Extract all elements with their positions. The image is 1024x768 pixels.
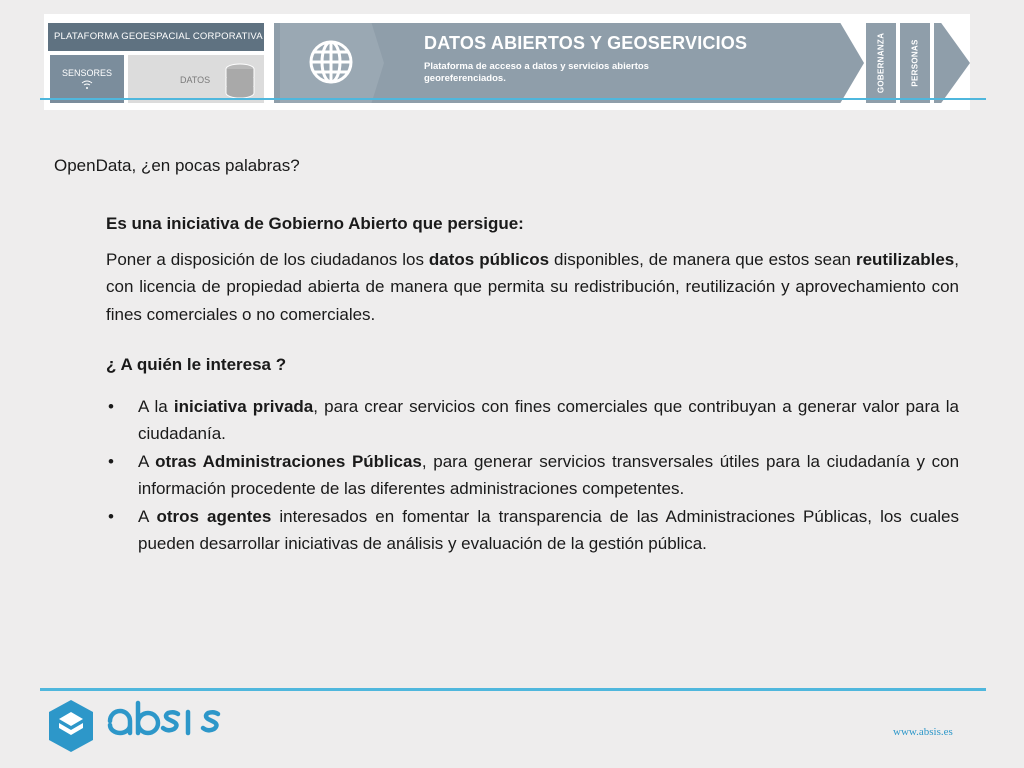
sensors-tile[interactable] <box>50 55 124 103</box>
bullet-icon: • <box>108 506 114 526</box>
platform-block <box>48 23 264 103</box>
initiative-paragraph <box>106 246 959 329</box>
next-arrow[interactable] <box>934 23 970 103</box>
bullet-icon: • <box>108 451 114 471</box>
list-item <box>106 503 959 558</box>
tab-people-label: PERSONAS <box>910 39 920 87</box>
platform-title: PLATAFORMA GEOESPACIAL CORPORATIVA <box>48 23 264 51</box>
data-tile[interactable] <box>128 55 264 103</box>
audience-question: ¿ A quién le interesa ? <box>106 355 287 374</box>
para-bold-2: reutilizables <box>855 249 955 269</box>
hexagon-logo-icon <box>46 698 96 759</box>
data-label: DATOS <box>180 75 211 85</box>
para-text-2: disponibles, de manera que estos sean <box>549 249 856 269</box>
header-divider <box>40 98 986 100</box>
wifi-icon <box>50 80 124 93</box>
bullet-text-pre: A <box>138 451 156 471</box>
tab-people[interactable] <box>900 23 930 103</box>
bullet-text-bold: iniciativa privada <box>173 396 314 416</box>
list-item <box>106 393 959 448</box>
list-item <box>106 448 959 503</box>
tab-governance-label: GOBERNANZA <box>876 32 886 94</box>
footer-divider <box>40 688 986 691</box>
banner-title: DATOS ABIERTOS Y GEOSERVICIOS <box>424 33 748 53</box>
sensors-label: SENSORES <box>61 68 112 78</box>
banner-subtitle: Plataforma de acceso a datos y servicios abiertos georeferenciados. <box>424 61 649 84</box>
globe-tile <box>280 23 384 103</box>
bullet-text-pre: A la <box>138 396 174 416</box>
tab-governance[interactable] <box>866 23 896 103</box>
section-title: OpenData, ¿en pocas palabras? <box>54 156 300 175</box>
para-bold-1: datos públicos <box>428 249 550 269</box>
brand-name <box>106 699 224 749</box>
website-link[interactable]: www.absis.es <box>893 726 953 738</box>
globe-icon <box>308 39 354 90</box>
bullet-text-bold: otros agentes <box>156 506 272 526</box>
bullet-text-post: interesados en fomentar la transparencia de las Administraciones Públicas, los cuales pueden desarrollar iniciativas de análisis y evaluación de la gestión pública. <box>138 506 960 553</box>
bullet-text-bold: otras Administraciones Públicas <box>155 451 422 471</box>
audience-list <box>106 393 959 558</box>
header-banner <box>44 14 970 110</box>
bullet-text-pre: A <box>138 506 157 526</box>
brand-wordmark <box>106 699 224 739</box>
para-text-3: , con licencia de propiedad abierta de manera que permita su redistribución, reutilización y aprovechamiento con fines comerciales o no comerciales. <box>106 249 959 324</box>
bullet-text-post: , para generar servicios transversales útiles para la ciudadanía y con información procedente de las diferentes administraciones competentes. <box>138 451 960 498</box>
database-icon <box>224 63 256 101</box>
initiative-heading: Es una iniciativa de Gobierno Abierto que persigue: <box>106 214 524 233</box>
main-content <box>106 210 959 558</box>
bullet-text-post: , para crear servicios con fines comerciales que contribuyan a generar valor para la ciudadanía. <box>138 396 959 443</box>
bullet-icon: • <box>108 396 114 416</box>
open-data-banner <box>274 23 968 103</box>
para-text-1: Poner a disposición de los ciudadanos los <box>106 249 429 269</box>
